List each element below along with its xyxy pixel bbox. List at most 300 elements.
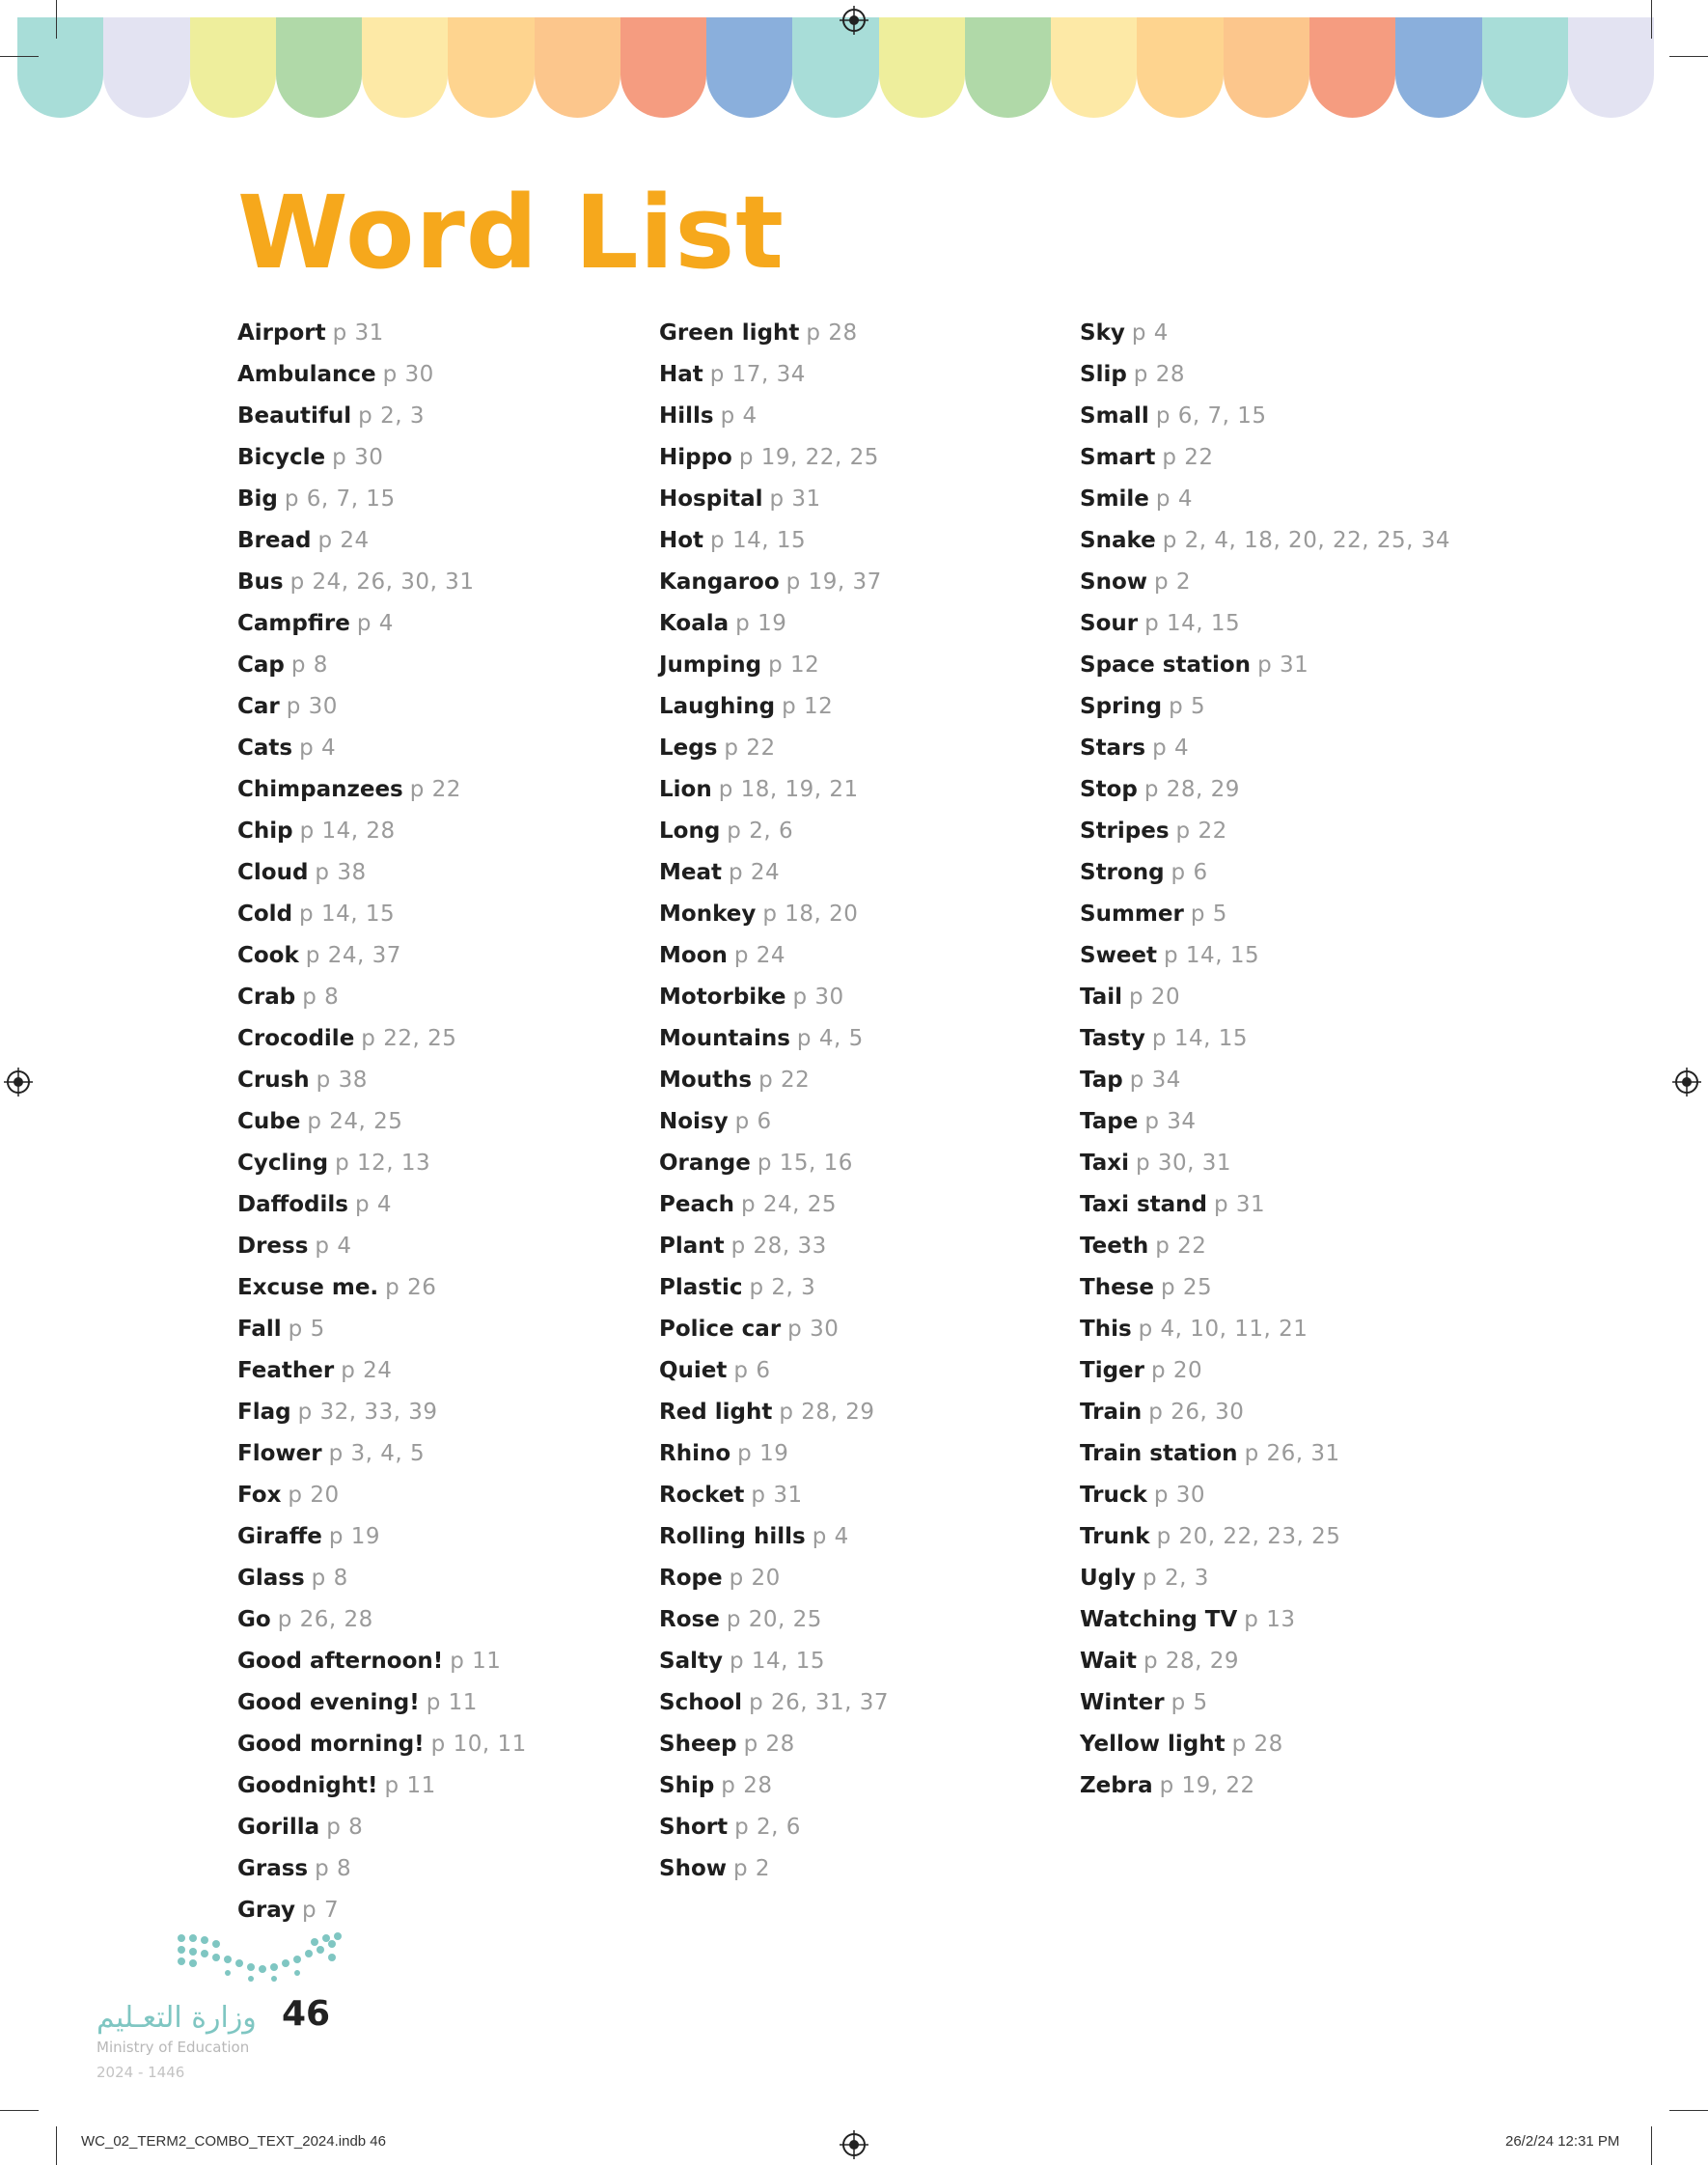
word-pages: p 13 <box>1244 1607 1296 1632</box>
word-entry <box>1080 858 1450 900</box>
word-entry <box>659 1107 889 1149</box>
word-term: Crab <box>237 985 296 1010</box>
word-term: Sky <box>1080 320 1125 346</box>
word-pages: p 14, 15 <box>1144 611 1241 636</box>
word-pages: p 14, 15 <box>1151 1026 1248 1051</box>
word-entry <box>237 319 527 360</box>
word-entry <box>659 775 889 817</box>
word-entry <box>237 734 527 775</box>
word-pages: p 24 <box>729 860 781 885</box>
registration-mark-icon <box>4 1068 33 1096</box>
word-entry <box>237 402 527 443</box>
word-pages: p 11 <box>450 1649 502 1674</box>
word-term: This <box>1080 1317 1132 1342</box>
word-pages: p 22 <box>1155 1234 1207 1259</box>
scallop-tab <box>276 17 362 118</box>
word-term: Slip <box>1080 362 1127 387</box>
word-term: Wait <box>1080 1649 1137 1674</box>
word-pages: p 4 <box>720 403 758 429</box>
word-pages: p 10, 11 <box>430 1732 527 1757</box>
word-pages: p 20 <box>1129 985 1181 1010</box>
word-term: Kangaroo <box>659 569 780 595</box>
word-entry <box>237 858 527 900</box>
word-pages: p 28, 29 <box>1143 1649 1240 1674</box>
word-term: Beautiful <box>237 403 352 429</box>
word-pages: p 22 <box>1175 819 1227 844</box>
word-entry <box>237 1066 527 1107</box>
scallop-border <box>17 17 1654 118</box>
word-pages: p 24 <box>341 1358 393 1383</box>
word-entry <box>659 1688 889 1730</box>
word-entry <box>1080 568 1450 609</box>
word-pages: p 30 <box>792 985 844 1010</box>
word-entry <box>659 1730 889 1771</box>
word-pages: p 2 <box>1154 569 1192 595</box>
word-entry <box>1080 609 1450 651</box>
word-term: Orange <box>659 1151 751 1176</box>
word-term: Small <box>1080 403 1149 429</box>
word-pages: p 11 <box>426 1690 478 1715</box>
word-pages: p 8 <box>311 1566 348 1591</box>
word-entry <box>237 568 527 609</box>
word-pages: p 2, 4, 18, 20, 22, 25, 34 <box>1162 528 1450 553</box>
word-entry <box>659 1522 889 1564</box>
word-pages: p 28 <box>743 1732 795 1757</box>
word-term: Legs <box>659 736 718 761</box>
word-term: Excuse me. <box>237 1275 379 1300</box>
word-pages: p 7 <box>302 1898 340 1923</box>
word-term: Winter <box>1080 1690 1165 1715</box>
word-term: Snow <box>1080 569 1147 595</box>
scallop-tab <box>17 17 103 118</box>
word-pages: p 26, 31 <box>1244 1441 1340 1466</box>
word-term: Good evening! <box>237 1690 420 1715</box>
ministry-name-arabic: وزارة التعـليم <box>96 2001 257 2035</box>
word-term: Bicycle <box>237 445 326 470</box>
word-entry <box>237 1398 527 1439</box>
word-pages: p 38 <box>316 1068 368 1093</box>
word-pages: p 20 <box>288 1483 340 1508</box>
word-term: Tasty <box>1080 1026 1145 1051</box>
word-pages: p 12, 13 <box>335 1151 431 1176</box>
word-term: Gorilla <box>237 1815 320 1840</box>
word-pages: p 30 <box>332 445 384 470</box>
word-pages: p 28 <box>721 1773 773 1798</box>
ministry-name-english: Ministry of Education <box>96 2039 250 2056</box>
word-pages: p 4, 10, 11, 21 <box>1138 1317 1309 1342</box>
word-pages: p 4 <box>356 611 394 636</box>
word-term: These <box>1080 1275 1154 1300</box>
word-entry <box>1080 1771 1450 1813</box>
word-term: Laughing <box>659 694 776 719</box>
word-term: Long <box>659 819 721 844</box>
word-term: Hat <box>659 362 703 387</box>
word-term: Ambulance <box>237 362 376 387</box>
scallop-tab <box>448 17 534 118</box>
word-entry <box>237 1232 527 1273</box>
word-pages: p 31 <box>1214 1192 1266 1217</box>
word-entry <box>1080 402 1450 443</box>
word-entry <box>659 983 889 1024</box>
word-term: Summer <box>1080 902 1184 927</box>
word-entry <box>659 941 889 983</box>
word-pages: p 28 <box>1231 1732 1283 1757</box>
word-pages: p 15, 16 <box>757 1151 853 1176</box>
word-pages: p 12 <box>782 694 834 719</box>
word-pages: p 22, 25 <box>361 1026 457 1051</box>
word-entry <box>1080 1605 1450 1647</box>
word-entry <box>659 1315 889 1356</box>
word-term: Giraffe <box>237 1524 322 1549</box>
word-entry <box>1080 1439 1450 1481</box>
word-entry <box>659 1605 889 1647</box>
word-term: Moon <box>659 943 728 968</box>
scallop-tab <box>1395 17 1481 118</box>
word-entry <box>659 1439 889 1481</box>
slug-file-info: WC_02_TERM2_COMBO_TEXT_2024.indb 46 <box>81 2133 386 2150</box>
word-term: Train station <box>1080 1441 1238 1466</box>
word-term: Koala <box>659 611 730 636</box>
word-term: Crocodile <box>237 1026 355 1051</box>
word-pages: p 24, 37 <box>305 943 401 968</box>
scallop-tab <box>879 17 965 118</box>
word-term: Hospital <box>659 486 763 512</box>
word-entry <box>1080 651 1450 692</box>
word-term: Gray <box>237 1898 296 1923</box>
word-entry <box>659 1190 889 1232</box>
word-term: Flag <box>237 1400 291 1425</box>
word-pages: p 19, 22 <box>1159 1773 1255 1798</box>
word-pages: p 24 <box>317 528 370 553</box>
word-entry <box>237 1356 527 1398</box>
trim-mark <box>56 2126 57 2165</box>
word-term: Fall <box>237 1317 282 1342</box>
word-pages: p 30 <box>787 1317 840 1342</box>
word-pages: p 28, 29 <box>779 1400 875 1425</box>
word-term: Taxi <box>1080 1151 1129 1176</box>
scallop-tab <box>620 17 706 118</box>
word-term: Cloud <box>237 860 309 885</box>
trim-mark <box>0 2110 39 2111</box>
word-pages: p 3, 4, 5 <box>328 1441 426 1466</box>
word-entry <box>1080 941 1450 983</box>
word-pages: p 17, 34 <box>709 362 806 387</box>
word-entry <box>659 651 889 692</box>
word-pages: p 8 <box>302 985 340 1010</box>
word-term: Cook <box>237 943 299 968</box>
word-entry <box>1080 692 1450 734</box>
word-term: Plant <box>659 1234 725 1259</box>
word-entry <box>237 775 527 817</box>
word-entry <box>237 1854 527 1896</box>
word-pages: p 26, 31, 37 <box>749 1690 890 1715</box>
word-pages: p 14, 15 <box>710 528 807 553</box>
word-term: Mountains <box>659 1026 790 1051</box>
word-term: Short <box>659 1815 729 1840</box>
word-pages: p 20 <box>729 1566 781 1591</box>
word-entry <box>1080 1190 1450 1232</box>
word-entry <box>237 1481 527 1522</box>
word-pages: p 24 <box>733 943 786 968</box>
word-pages: p 14, 15 <box>729 1649 826 1674</box>
word-pages: p 5 <box>1169 694 1206 719</box>
word-term: Bus <box>237 569 284 595</box>
word-term: Hippo <box>659 445 732 470</box>
slug-date-info: 26/2/24 12:31 PM <box>1505 2133 1620 2150</box>
word-pages: p 6, 7, 15 <box>1155 403 1267 429</box>
word-entry <box>659 360 889 402</box>
word-pages: p 25 <box>1160 1275 1213 1300</box>
word-term: Quiet <box>659 1358 728 1383</box>
word-entry <box>237 1522 527 1564</box>
word-term: Daffodils <box>237 1192 348 1217</box>
word-term: Smile <box>1080 486 1149 512</box>
word-term: Big <box>237 486 278 512</box>
word-entry <box>1080 775 1450 817</box>
word-entry <box>659 1813 889 1854</box>
word-entry <box>237 443 527 485</box>
word-term: Jumping <box>659 652 762 678</box>
word-entry <box>1080 1315 1450 1356</box>
scallop-tab <box>1137 17 1223 118</box>
word-entry <box>659 692 889 734</box>
word-term: Tap <box>1080 1068 1123 1093</box>
word-term: Rhino <box>659 1441 731 1466</box>
word-entry <box>1080 1066 1450 1107</box>
word-entry <box>237 900 527 941</box>
word-pages: p 31 <box>332 320 384 346</box>
word-entry <box>1080 983 1450 1024</box>
word-pages: p 24, 25 <box>307 1109 403 1134</box>
word-term: Campfire <box>237 611 350 636</box>
trim-mark <box>0 56 39 57</box>
scallop-tab <box>1568 17 1654 118</box>
word-pages: p 26, 28 <box>277 1607 373 1632</box>
word-pages: p 5 <box>288 1317 325 1342</box>
word-term: Sheep <box>659 1732 737 1757</box>
word-pages: p 20, 22, 23, 25 <box>1156 1524 1341 1549</box>
word-entry <box>659 1232 889 1273</box>
word-entry <box>237 1813 527 1854</box>
word-entry <box>237 692 527 734</box>
trim-mark <box>1669 56 1708 57</box>
word-term: Rocket <box>659 1483 745 1508</box>
word-pages: p 34 <box>1129 1068 1181 1093</box>
word-entry <box>1080 1564 1450 1605</box>
word-term: Spring <box>1080 694 1163 719</box>
word-term: Watching TV <box>1080 1607 1238 1632</box>
word-pages: p 31 <box>1257 652 1309 678</box>
word-entry <box>659 1647 889 1688</box>
word-term: Plastic <box>659 1275 743 1300</box>
trim-mark <box>1669 2110 1708 2111</box>
word-pages: p 18, 19, 21 <box>718 777 859 802</box>
registration-mark-icon <box>840 6 868 35</box>
scallop-tab <box>965 17 1051 118</box>
word-term: Stars <box>1080 736 1146 761</box>
word-pages: p 4 <box>1155 486 1193 512</box>
scallop-tab <box>190 17 276 118</box>
word-pages: p 20, 25 <box>726 1607 822 1632</box>
word-pages: p 14, 28 <box>299 819 396 844</box>
registration-mark-icon <box>840 2130 868 2159</box>
word-pages: p 20 <box>1150 1358 1203 1383</box>
word-entry <box>1080 360 1450 402</box>
word-entry <box>237 1024 527 1066</box>
word-pages: p 2, 6 <box>734 1815 801 1840</box>
word-pages: p 2, 6 <box>727 819 794 844</box>
word-entry <box>1080 1107 1450 1149</box>
word-entry <box>1080 319 1450 360</box>
word-term: Truck <box>1080 1483 1147 1508</box>
word-entry <box>659 858 889 900</box>
word-term: Smart <box>1080 445 1156 470</box>
word-list-column-3 <box>1080 319 1450 1813</box>
word-term: Cube <box>237 1109 301 1134</box>
word-entry <box>1080 734 1450 775</box>
word-term: Cold <box>237 902 293 927</box>
word-term: Go <box>237 1607 271 1632</box>
word-entry <box>659 443 889 485</box>
word-pages: p 8 <box>315 1856 352 1881</box>
word-pages: p 11 <box>384 1773 436 1798</box>
word-term: Good afternoon! <box>237 1649 444 1674</box>
word-pages: p 2 <box>733 1856 771 1881</box>
word-entry <box>1080 1730 1450 1771</box>
word-pages: p 2, 3 <box>358 403 425 429</box>
word-entry <box>659 1356 889 1398</box>
page-title: Word List <box>237 174 785 291</box>
word-entry <box>1080 1647 1450 1688</box>
word-pages: p 14, 15 <box>1164 943 1260 968</box>
scallop-tab <box>1309 17 1395 118</box>
word-entry <box>237 1647 527 1688</box>
word-entry <box>237 609 527 651</box>
scallop-tab <box>1482 17 1568 118</box>
scallop-tab <box>535 17 620 118</box>
word-entry <box>1080 817 1450 858</box>
word-term: Monkey <box>659 902 757 927</box>
word-entry <box>237 1190 527 1232</box>
word-entry <box>1080 1273 1450 1315</box>
word-term: Bread <box>237 528 312 553</box>
word-term: Tape <box>1080 1109 1139 1134</box>
word-term: Show <box>659 1856 727 1881</box>
word-term: Crush <box>237 1068 310 1093</box>
scallop-tab <box>1051 17 1137 118</box>
word-term: Stripes <box>1080 819 1170 844</box>
word-entry <box>237 1107 527 1149</box>
scallop-tab <box>706 17 792 118</box>
word-entry <box>659 1024 889 1066</box>
word-term: Rope <box>659 1566 723 1591</box>
word-term: Chimpanzees <box>237 777 403 802</box>
word-term: Taxi stand <box>1080 1192 1208 1217</box>
word-entry <box>237 1688 527 1730</box>
word-term: Feather <box>237 1358 335 1383</box>
word-entry <box>659 1854 889 1896</box>
word-term: Hot <box>659 528 704 553</box>
word-entry <box>237 360 527 402</box>
word-entry <box>1080 1232 1450 1273</box>
word-pages: p 4 <box>354 1192 393 1217</box>
word-pages: p 19 <box>735 611 787 636</box>
word-pages: p 8 <box>326 1815 364 1840</box>
word-entry <box>659 319 889 360</box>
word-entry <box>659 1066 889 1107</box>
word-term: Strong <box>1080 860 1165 885</box>
word-entry <box>1080 1398 1450 1439</box>
word-pages: p 6 <box>1171 860 1208 885</box>
word-pages: p 5 <box>1190 902 1227 927</box>
word-term: Stop <box>1080 777 1138 802</box>
word-pages: p 4 <box>299 736 337 761</box>
word-term: Space station <box>1080 652 1252 678</box>
word-term: Salty <box>659 1649 723 1674</box>
word-pages: p 4 <box>315 1234 352 1259</box>
word-entry <box>659 1398 889 1439</box>
word-pages: p 31 <box>751 1483 803 1508</box>
word-term: Peach <box>659 1192 734 1217</box>
word-term: Flower <box>237 1441 322 1466</box>
word-entry <box>1080 526 1450 568</box>
word-term: Snake <box>1080 528 1156 553</box>
word-term: Sweet <box>1080 943 1158 968</box>
word-term: Motorbike <box>659 985 786 1010</box>
ministry-logo-icon <box>174 1930 347 1988</box>
word-pages: p 14, 15 <box>299 902 396 927</box>
word-entry <box>659 1273 889 1315</box>
word-entry <box>237 1149 527 1190</box>
word-entry <box>1080 1356 1450 1398</box>
word-entry <box>1080 1688 1450 1730</box>
word-term: Teeth <box>1080 1234 1149 1259</box>
word-pages: p 6 <box>733 1358 771 1383</box>
word-pages: p 24, 26, 30, 31 <box>289 569 475 595</box>
word-entry <box>1080 1481 1450 1522</box>
word-pages: p 19 <box>737 1441 789 1466</box>
word-pages: p 4 <box>1131 320 1169 346</box>
word-entry <box>237 1771 527 1813</box>
word-term: Zebra <box>1080 1773 1153 1798</box>
word-pages: p 30 <box>382 362 434 387</box>
word-pages: p 22 <box>724 736 776 761</box>
word-pages: p 38 <box>315 860 367 885</box>
word-pages: p 19, 22, 25 <box>738 445 879 470</box>
word-entry <box>659 526 889 568</box>
scallop-tab <box>1224 17 1309 118</box>
word-pages: p 30 <box>286 694 338 719</box>
trim-mark <box>1651 2126 1652 2165</box>
word-term: Car <box>237 694 280 719</box>
word-pages: p 4 <box>1152 736 1190 761</box>
word-pages: p 18, 20 <box>762 902 859 927</box>
word-pages: p 8 <box>290 652 328 678</box>
word-term: Cap <box>237 652 285 678</box>
word-entry <box>237 1605 527 1647</box>
word-pages: p 22 <box>1162 445 1214 470</box>
word-term: Rose <box>659 1607 720 1632</box>
word-pages: p 4 <box>812 1524 849 1549</box>
word-pages: p 30, 31 <box>1135 1151 1232 1176</box>
word-term: Goodnight! <box>237 1773 378 1798</box>
word-entry <box>237 485 527 526</box>
word-term: Yellow light <box>1080 1732 1226 1757</box>
word-term: Good morning! <box>237 1732 425 1757</box>
word-term: Train <box>1080 1400 1143 1425</box>
word-entry <box>659 609 889 651</box>
word-entry <box>659 1481 889 1522</box>
